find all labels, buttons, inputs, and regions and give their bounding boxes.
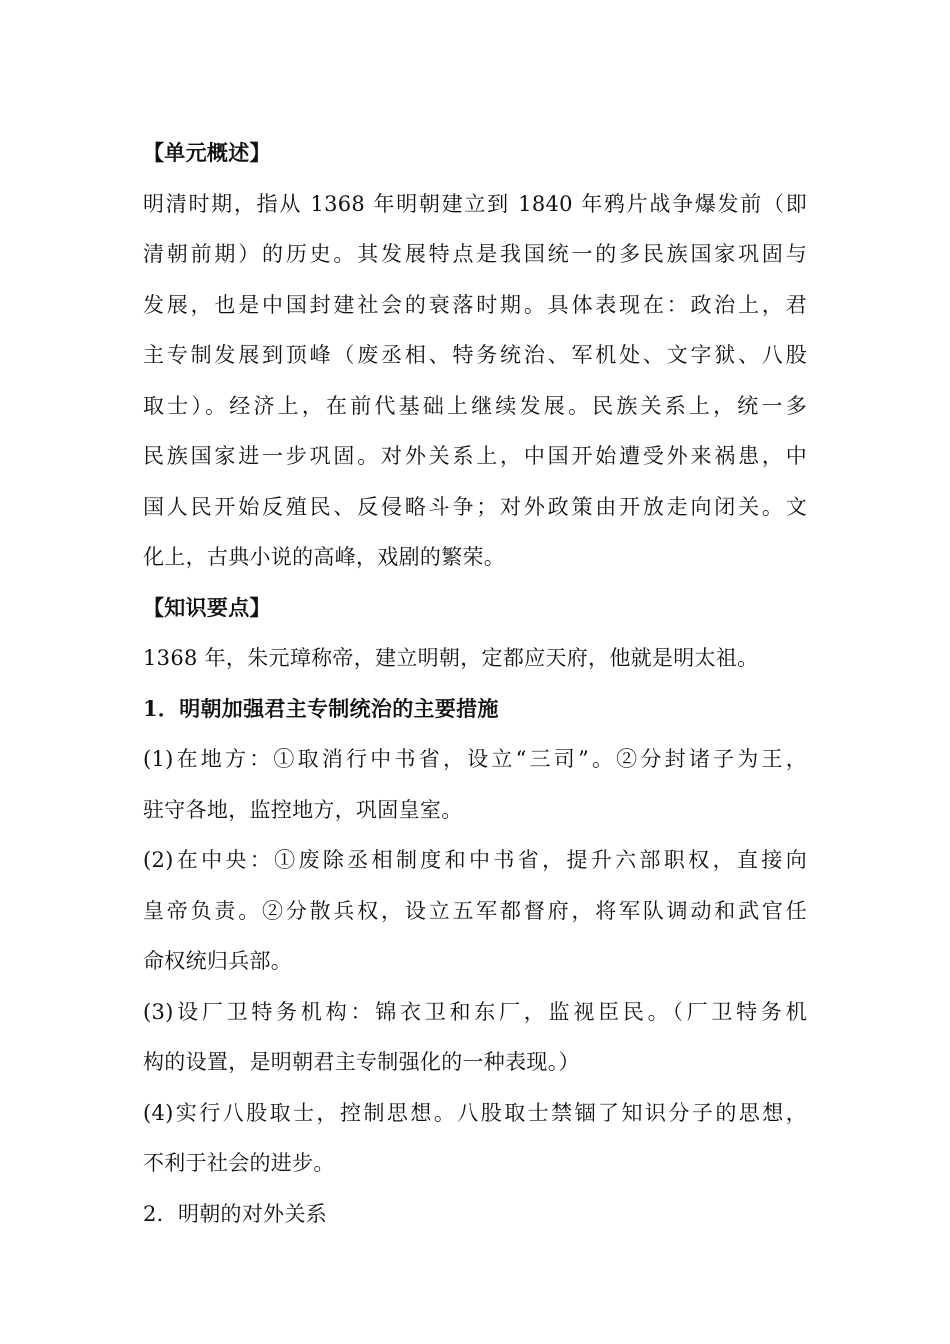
point1-line: 不利于社会的进步。 [143, 1151, 335, 1175]
intro-line: 1368 年，朱元璋称帝，建立明朝，定都应天府，他就是明太祖。 [143, 646, 759, 670]
overview-line: 国人民开始反殖民、反侵略斗争；对外政策由开放走向闭关。文 [143, 494, 807, 519]
point1-line: (1)在地方：①取消行中书省，设立“三司”。②分封诸子为王， [143, 747, 807, 771]
point1-line: 命权统归兵部。 [143, 949, 293, 973]
point1-line: 驻守各地，监控地方，巩固皇室。 [143, 797, 463, 822]
overview-line: 清朝前期）的历史。其发展特点是我国统一的多民族国家巩固与 [143, 242, 807, 266]
overview-line: 发展，也是中国封建社会的衰落时期。具体表现在：政治上，君 [143, 292, 807, 317]
overview-line: 化上，古典小说的高峰，戏剧的繁荣。 [143, 545, 506, 569]
point1-line: (2)在中央：①废除丞相制度和中书省，提升六部职权，直接向 [143, 848, 807, 872]
document-page [143, 128, 807, 1239]
point1-line: (3)设厂卫特务机构：锦衣卫和东厂，监视臣民。（厂卫特务机 [143, 999, 807, 1024]
point1-line: 构的设置，是明朝君主专制强化的一种表现。） [143, 1050, 580, 1074]
point1-heading: 1．明朝加强君主专制统治的主要措施 [143, 695, 499, 721]
point1-line: (4)实行八股取士，控制思想。八股取士禁锢了知识分子的思想， [143, 1100, 807, 1125]
point1-line: 皇帝负责。②分散兵权，设立五军都督府，将军队调动和武官任 [143, 898, 807, 923]
knowledge-heading: 【知识要点】 [143, 594, 271, 620]
overview-line: 主专制发展到顶峰（废丞相、特务统治、军机处、文字狱、八股 [143, 343, 807, 367]
overview-heading: 【单元概述】 [143, 140, 271, 165]
overview-line: 取士）。经济上，在前代基础上继续发展。民族关系上，统一多 [143, 393, 807, 418]
overview-line: 明清时期，指从 1368 年明朝建立到 1840 年鸦片战争爆发前（即 [143, 191, 807, 216]
overview-line: 民族国家进一步巩固。对外关系上，中国开始遭受外来祸患，中 [143, 444, 807, 468]
point2-heading: 2．明朝的对外关系 [143, 1201, 328, 1226]
